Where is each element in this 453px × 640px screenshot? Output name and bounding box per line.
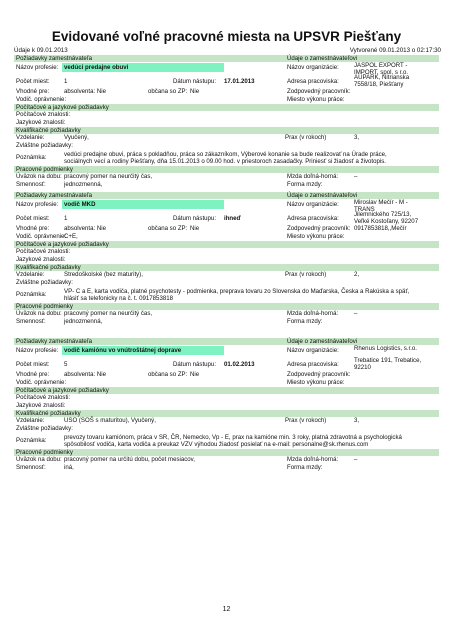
field-value: 3, [354, 417, 360, 424]
row-profession: Názov profesie: vodič kamiónu vo vnútroštátnej doprave Názov organizácie: Rhenus Logistics, s.r.o. [16, 345, 417, 354]
row-contract: Úväzok na dobu: pracovný pomer na neurčitý čas, Mzda doľná-horná: – [16, 310, 358, 317]
field-value: absolventa: Nie [64, 371, 107, 378]
section-header-employer: Požiadavky zamestnávateľa Údaje o zamestnávateľovi [14, 338, 439, 345]
row-profession: Názov profesie: vodič MKD Názov organizácie: Miroslav Mečír - M - TRANS [16, 199, 408, 213]
field-value: Nie [190, 371, 200, 378]
row-contract: Úväzok na dobu: pracovný pomer na neurčitý čas, Mzda doľná-horná: – [16, 173, 358, 180]
field-value: hlásiť sa telefonicky na č. t. 0917853818 [64, 295, 173, 302]
field-value: Veľké Kostoľany, 92207 [354, 218, 419, 225]
field-value: Vyučený, [64, 134, 89, 141]
field-value: 0917853818,,Mečír [354, 225, 407, 232]
row-shift: Smennosť: iná, Forma mzdy: [16, 464, 323, 471]
field-value: TRANS [354, 206, 375, 213]
field-value: AUPARK, Nitrianska [354, 74, 410, 81]
org-name: Miroslav Mečír - M - [354, 199, 408, 206]
field-value: USO (SOŠ s maturitou), Vyučený, [64, 417, 156, 424]
row-positions: Počet miest: 1 Dátum nástupu: ihneď Adresa pracoviska: Jilemnického 725/13, Veľké Kostoľany, 92207 [16, 211, 419, 225]
row-profession: Názov profesie: vedúci predajne obuvi Názov organizácie: JASPOL EXPORT - IMPORT, spol. s r.o. [16, 62, 409, 76]
field-value: Trebatice 191, Trebatice, [354, 357, 422, 364]
row-driver: Vodič. oprávnenie: Miesto výkonu práce: [16, 96, 345, 103]
field-value: pracovný pomer na neurčitý čas, [64, 310, 153, 317]
row-note: Poznámka: VP- C a E, karta vodiča, platné psychotesty - podmienka, preprava tovaru zo Slovenska do Maďarska, Česka a Rakúska a späť, hlásiť sa telefonicky na č. t. 0917853818 [16, 288, 410, 302]
job-listing: Požiadavky zamestnávateľa Údaje o zamestnávateľovi Názov profesie: vodič kamiónu vo vnútroštátnej doprave Názov organizácie: Rhenus Logistics, s.r.o. Počet miest: 5 Dátum nástupu: 01.02.2013 Adresa pracoviska: Trebatice 191, Trebatice, 92210 Vhodné pre: absolventa: Nie občana so ZP: Nie Zodpovedný pracovník: Vodič. oprávnenie: Miesto výkonu práce: Počítačové a jazykové požiadavky Počítačové znalosti: Jazykové znalosti: Kvalifikačné požiadavky Vzdelanie: USO (SOŠ s maturitou), Vyučený, Prax (v rokoch) 3, Zvláštne požiadavky: Poznámka: prevozy tovaru kamiónom, práca v SR, ČR, Nemecko, Vp - E, prax na kamióne min. 3 roky, platná zdravotná a psychologická spôsobilosť vodiča, karta vodiča a preukaz VZV výhodou žiadosť posielať na e-mail: personalne@sk.rhenus.com Pracovné podmienky Úväzok na dobu: pracovný pomer na určitú dobu, počet mesiacov, Mzda doľná-horná: – Smennosť: iná, Forma mzdy: [14, 338, 439, 472]
field-value: 17.01.2013 [224, 78, 255, 85]
row-suitable: Vhodné pre: absolventa: Nie občana so ZP: Nie Zodpovedný pracovník: [16, 88, 351, 95]
field-value: jednozmenná, [64, 181, 103, 188]
page-number: 12 [222, 606, 231, 613]
field-value: 1 [64, 78, 68, 85]
profession-value: vedúci predajne obuvi [62, 63, 224, 72]
org-name: JASPOL EXPORT - [354, 62, 408, 69]
profession-value: vodič kamiónu vo vnútroštátnej doprave [62, 346, 224, 355]
row-education: Vzdelanie: Stredoškolské (bez maturity), Prax (v rokoch) 2, [16, 271, 360, 278]
section-header-pc-lang: Počítačové a jazykové požiadavky [14, 387, 439, 394]
field-value: spôsobilosť vodiča, karta vodiča a preukaz VZV výhodou žiadosť posielať na e-mail: personalne@sk.rhenus.com [64, 441, 369, 448]
row-education: Vzdelanie: USO (SOŠ s maturitou), Vyučený, Prax (v rokoch) 3, [16, 417, 360, 424]
job-listing: Požiadavky zamestnávateľa Údaje o zamestnávateľovi Názov profesie: vedúci predajne obuvi Názov organizácie: JASPOL EXPORT - IMPORT, spol. s r.o. Počet miest: 1 Dátum nástupu: 17.01.2013 Adresa pracoviska: AUPARK, Nitrianska 7558/18, Piešťany Vhodné pre: absolventa: Nie občana so ZP: Nie Zodpovedný pracovník: Vodič. oprávnenie: Miesto výkonu práce: Počítačové a jazykové požiadavky Počítačové znalosti: Jazykové znalosti: Kvalifikačné požiadavky Vzdelanie: Vyučený, Prax (v rokoch) 3, Zvláštne požiadavky: Poznámka: vedúci predajne obuvi, práca s pokladňou, práca so zákazníkom, Výberové konanie sa bude realizovať na Úrade práce, sociálnych vecí a rodiny Piešťany, dňa 15.01.2013 o 09.00 hod. v priestoroch zasadačky. Priniesť si žiadosť a životopis. Pracovné podmienky Úväzok na dobu: pracovný pomer na neurčitý čas, Mzda doľná-horná: – Smennosť: jednozmenná, Forma mzdy: [14, 55, 439, 189]
field-value: C+E, [64, 233, 78, 240]
row-education: Vzdelanie: Vyučený, Prax (v rokoch) 3, [16, 134, 360, 141]
row-note: Poznámka: vedúci predajne obuvi, práca s pokladňou, práca so zákazníkom, Výberové konanie sa bude realizovať na Úrade práce, sociálnych vecí a rodiny Piešťany, dňa 15.01.2013 o 09.00 hod. v priestoroch zasadačky. Priniesť si žiadosť a životopis. [16, 151, 387, 165]
field-value: 92210 [354, 364, 371, 371]
field-value: – [354, 310, 358, 317]
row-shift: Smennosť: jednozmenná, Forma mzdy: [16, 181, 323, 188]
field-value: Jilemnického 725/13, [354, 211, 412, 218]
page-title: Evidované voľné pracovné miesta na UPSVR Piešťany [51, 29, 402, 44]
section-header-employer: Požiadavky zamestnávateľa Údaje o zamestnávateľovi [14, 192, 439, 199]
field-value: IMPORT, spol. s r.o. [354, 69, 409, 76]
row-positions: Počet miest: 5 Dátum nástupu: 01.02.2013 Adresa pracoviska: Trebatice 191, Trebatice, 92210 [16, 357, 422, 371]
field-value: 2, [354, 271, 360, 278]
section-header-pc-lang: Počítačové a jazykové požiadavky [14, 104, 439, 111]
field-value: prevozy tovaru kamiónom, práca v SR, ČR, Nemecko, Vp - E, prax na kamióne min. 3 roky, platná zdravotná a psychologická [64, 434, 402, 441]
field-value: jednozmenná, [64, 318, 103, 325]
field-value: pracovný pomer na neurčitý čas, [64, 173, 153, 180]
section-header-conditions: Pracovné podmienky [14, 303, 439, 310]
row-contract: Úväzok na dobu: pracovný pomer na určitú dobu, počet mesiacov, Mzda doľná-horná: – [16, 456, 358, 463]
row-driver: Vodič. oprávnenie: Miesto výkonu práce: [16, 379, 345, 386]
field-value: Stredoškolské (bez maturity), [64, 271, 143, 278]
field-value: vedúci predajne obuvi, práca s pokladňou, práca so zákazníkom, Výberové konanie sa bude realizovať na Úrade práce, [64, 151, 387, 158]
field-value: VP- C a E, karta vodiča, platné psychotesty - podmienka, preprava tovaru zo Slovenska do Maďarska, Česka a Rakúska a späť, [64, 288, 410, 295]
row-driver: Vodič. oprávnenie: C+E, Miesto výkonu práce: [16, 233, 345, 240]
section-header-qualification: Kvalifikačné požiadavky [14, 127, 439, 134]
field-value: sociálnych vecí a rodiny Piešťany, dňa 15.01.2013 o 09.00 hod. v priestoroch zasadačky. Priniesť si žiadosť a životopis. [64, 158, 386, 165]
generated-timestamp: Vytvorené 09.01.2013 o 02:17:30 [349, 47, 441, 54]
row-suitable: Vhodné pre: absolventa: Nie občana so ZP: Nie Zodpovedný pracovník: 0917853818,,Mečír [16, 225, 407, 232]
section-header-qualification: Kvalifikačné požiadavky [14, 410, 439, 417]
field-value: iná, [64, 464, 74, 471]
field-value: 01.02.2013 [224, 361, 255, 368]
field-value: 3, [354, 134, 360, 141]
profession-value: vodič MKD [62, 200, 224, 209]
job-listing: Požiadavky zamestnávateľa Údaje o zamestnávateľovi Názov profesie: vodič MKD Názov organizácie: Miroslav Mečír - M - TRANS Počet miest: 1 Dátum nástupu: ihneď Adresa pracoviska: Jilemnického 725/13, Veľké Kostoľany, 92207 Vhodné pre: absolventa: Nie občana so ZP: Nie Zodpovedný pracovník: 0917853818,,Mečír Vodič. oprávnenie: C+E, Miesto výkonu práce: Počítačové a jazykové požiadavky Počítačové znalosti: Jazykové znalosti: Kvalifikačné požiadavky Vzdelanie: Stredoškolské (bez maturity), Prax (v rokoch) 2, Zvláštne požiadavky: Poznámka: VP- C a E, karta vodiča, platné psychotesty - podmienka, preprava tovaru zo Slovenska do Maďarska, Česka a Rakúska a späť, hlásiť sa telefonicky na č. t. 0917853818 Pracovné podmienky Úväzok na dobu: pracovný pomer na neurčitý čas, Mzda doľná-horná: – Smennosť: jednozmenná, Forma mzdy: [14, 192, 439, 326]
field-value: ihneď [224, 215, 241, 222]
row-suitable: Vhodné pre: absolventa: Nie občana so ZP: Nie Zodpovedný pracovník: [16, 371, 351, 378]
section-header-conditions: Pracovné podmienky [14, 166, 439, 173]
field-value: absolventa: Nie [64, 225, 107, 232]
field-value: Nie [190, 88, 200, 95]
field-value: Nie [190, 225, 200, 232]
section-header-pc-lang: Počítačové a jazykové požiadavky [14, 241, 439, 248]
field-value: – [354, 173, 358, 180]
row-note: Poznámka: prevozy tovaru kamiónom, práca v SR, ČR, Nemecko, Vp - E, prax na kamióne min. 3 roky, platná zdravotná a psychologická spôsobilosť vodiča, karta vodiča a preukaz VZV výhodou žiadosť posielať na e-mail: personalne@sk.rhenus.com [16, 434, 402, 448]
section-header-conditions: Pracovné podmienky [14, 449, 439, 456]
field-value: 7558/18, Piešťany [354, 81, 404, 88]
field-value: pracovný pomer na určitú dobu, počet mesiacov, [64, 456, 195, 463]
field-value: – [354, 456, 358, 463]
section-header-employer: Požiadavky zamestnávateľa Údaje o zamestnávateľovi [14, 55, 439, 62]
data-date: Údaje k 09.01.2013 [14, 47, 68, 54]
field-value: 5 [64, 361, 68, 368]
row-shift: Smennosť: jednozmenná, Forma mzdy: [16, 318, 323, 325]
row-positions: Počet miest: 1 Dátum nástupu: 17.01.2013 Adresa pracoviska: AUPARK, Nitrianska 7558/18, Piešťany [16, 74, 410, 88]
section-header-qualification: Kvalifikačné požiadavky [14, 264, 439, 271]
field-value: 1 [64, 215, 68, 222]
field-value: absolventa: Nie [64, 88, 107, 95]
org-name: Rhenus Logistics, s.r.o. [354, 345, 417, 352]
